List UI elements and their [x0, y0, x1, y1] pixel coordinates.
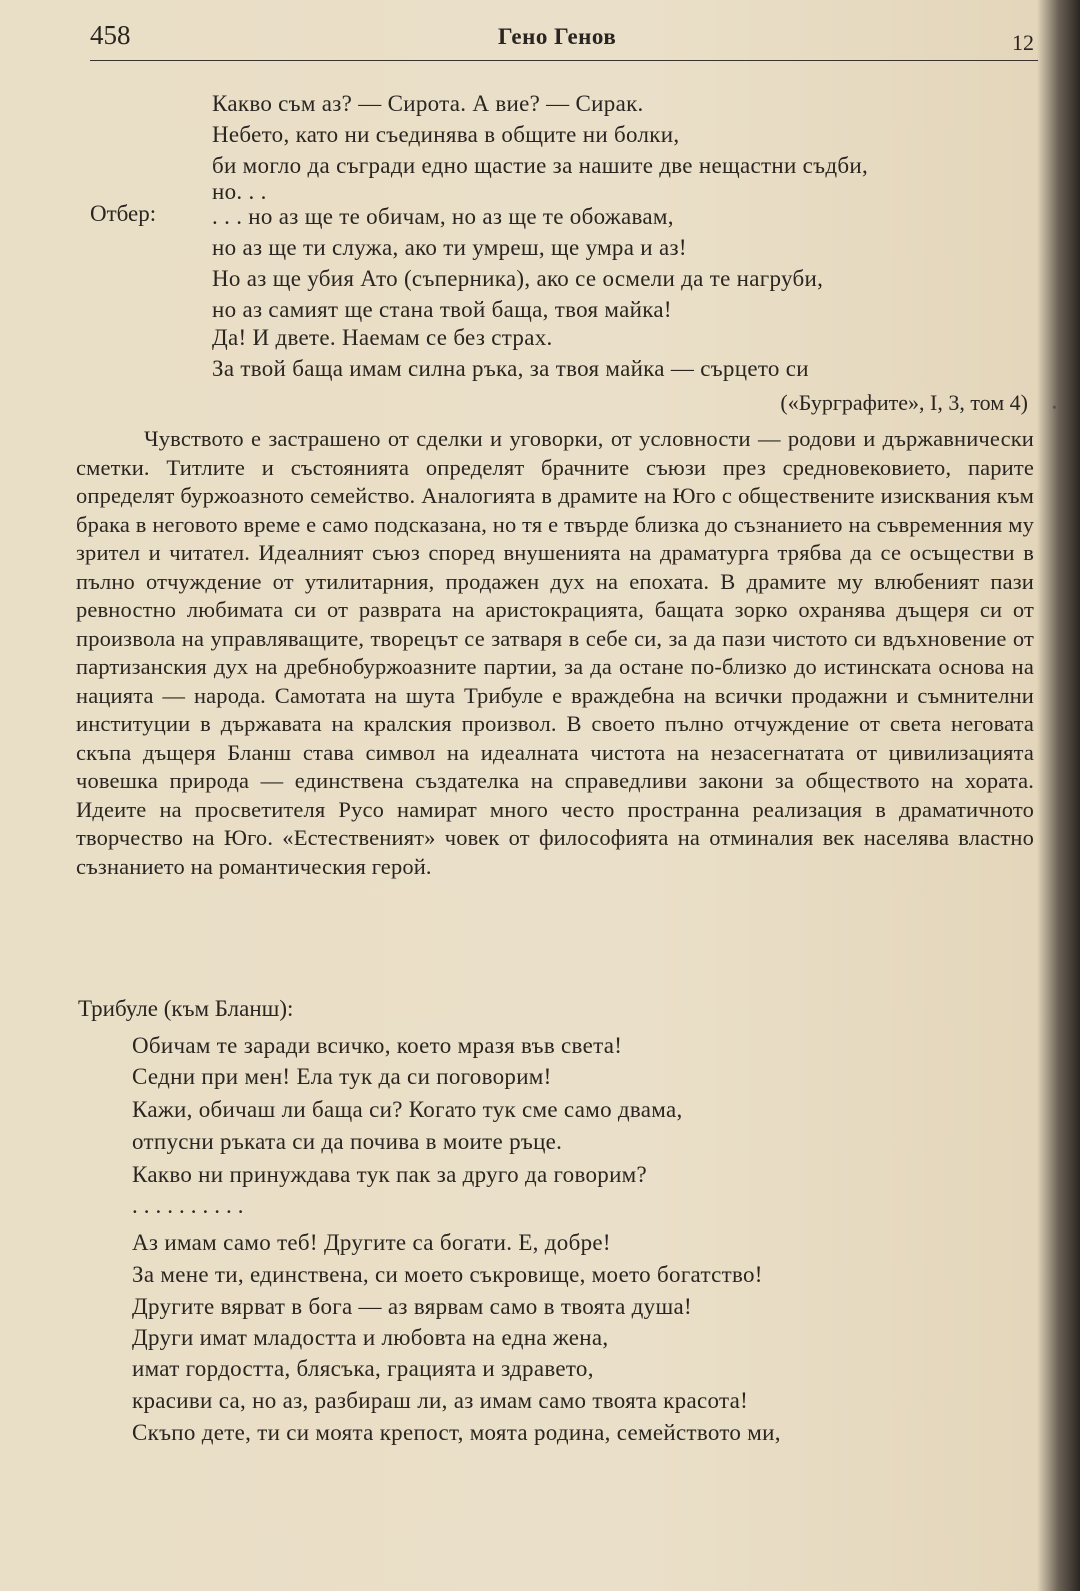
corner-mark: 12 [1012, 30, 1034, 55]
verse-line: Другите вярват в бога — аз вярвам само в твоята душа! [132, 1294, 692, 1319]
verse-line: но аз ще ти служа, ако ти умреш, ще умра и аз! [212, 235, 687, 260]
verse-line: Небето, като ни съединява в общите ни болки, [212, 122, 680, 147]
verse-line: имат гордостта, блясъка, грацията и здравето, [132, 1356, 594, 1381]
verse-line: Но аз ще убия Ато (съперника), ако се осмели да те нагруби, [212, 266, 824, 291]
verse-line: Какво съм аз? — Сирота. А вие? — Сирак. [212, 91, 644, 116]
verse-line: За мене ти, единствена, си моето съкровище, моето богатство! [132, 1262, 763, 1287]
ellipsis-dots: .......... [132, 1193, 250, 1218]
running-title: Гено Генов [498, 24, 617, 49]
verse-line: Кажи, обичаш ли баща си? Когато тук сме само двама, [132, 1097, 683, 1122]
body-paragraph: Чувството е застрашено от сделки и уговорки, от условности — родови и държавнически сметки. Титлите и състоянията определят брачните съюзи през средновековието, парите определят буржоазното семейство. Аналогията в драмите на Юго с обществените изисквания към брака в неговото време е само подсказана, но тя е твърде близка до съзнанието на съвременния му зрител и читател. Идеалният съюз според внушенията на драматурга трябва да се осъществи в пълно отчуждение от утилитарния, продажен дух на епохата. В драмите му влюбеният пази ревностно любимата си от разврата на аристокрацията, бащата зорко охранява дъщеря си от произвола на управляващите, творецът се затваря в себе си, за да пази чистото си вдъхновение от партизанския дух на дребнобуржоазните партии, за да остане по-близко до истинската основа на нацията — народа. Самотата на шута Трибуле е враждебна на всички продажни и съмнителни институции в държавата на кралския произвол. В своето пълно отчуждение от света неговата скъпа дъщеря Бланш става символ на идеалната чистота на незасегнатата от цивилизацията човешка природа — единствена създателка на справедливи закони за обществото на хората. Идеите на просветителя Русо намират много често пространна реализация в драматичното творчество на Юго. «Естественият» човек от философията на отминалия век населява властно съзнанието на романтическия герой. [76, 426, 1034, 879]
verse-line: Седни при мен! Ела тук да си поговорим! [132, 1064, 552, 1089]
page-header [90, 16, 1045, 62]
verse-line: но. . . [212, 179, 267, 204]
header-rule [90, 60, 1038, 61]
verse-line: Други имат младостта и любовта на една жена, [132, 1325, 609, 1350]
verse-line: би могло да съгради едно щастие за нашите две нещастни съдби, [212, 153, 868, 178]
verse-line: Аз имам само теб! Другите са богати. Е, добре! [132, 1230, 611, 1255]
verse-line: . . . но аз ще те обичам, но аз ще те обожавам, [212, 204, 674, 229]
margin-bullet: • [1052, 401, 1057, 416]
verse-line: Скъпо дете, ти си моята крепост, моята родина, семейството ми, [132, 1420, 781, 1445]
speaker-label: Трибуле (към Бланш): [78, 996, 294, 1021]
verse-line: красиви са, но аз, разбираш ли, аз имам само твоята красота! [132, 1388, 749, 1413]
source-citation: («Бурграфите», I, 3, том 4) [780, 390, 1028, 415]
speaker-label: Отбер: [90, 201, 157, 226]
verse-line: Какво ни принуждава тук пак за друго да говорим? [132, 1162, 648, 1187]
page-number: 458 [90, 20, 131, 50]
verse-line: За твой баща имам силна ръка, за твоя майка — сърцето си [212, 356, 809, 381]
verse-line: Да! И двете. Наемам се без страх. [212, 325, 553, 350]
verse-line: отпусни ръката си да почива в моите ръце. [132, 1129, 563, 1154]
verse-line: Обичам те заради всичко, което мразя във света! [132, 1033, 623, 1058]
verse-line: но аз самият ще стана твой баща, твоя майка! [212, 297, 672, 322]
